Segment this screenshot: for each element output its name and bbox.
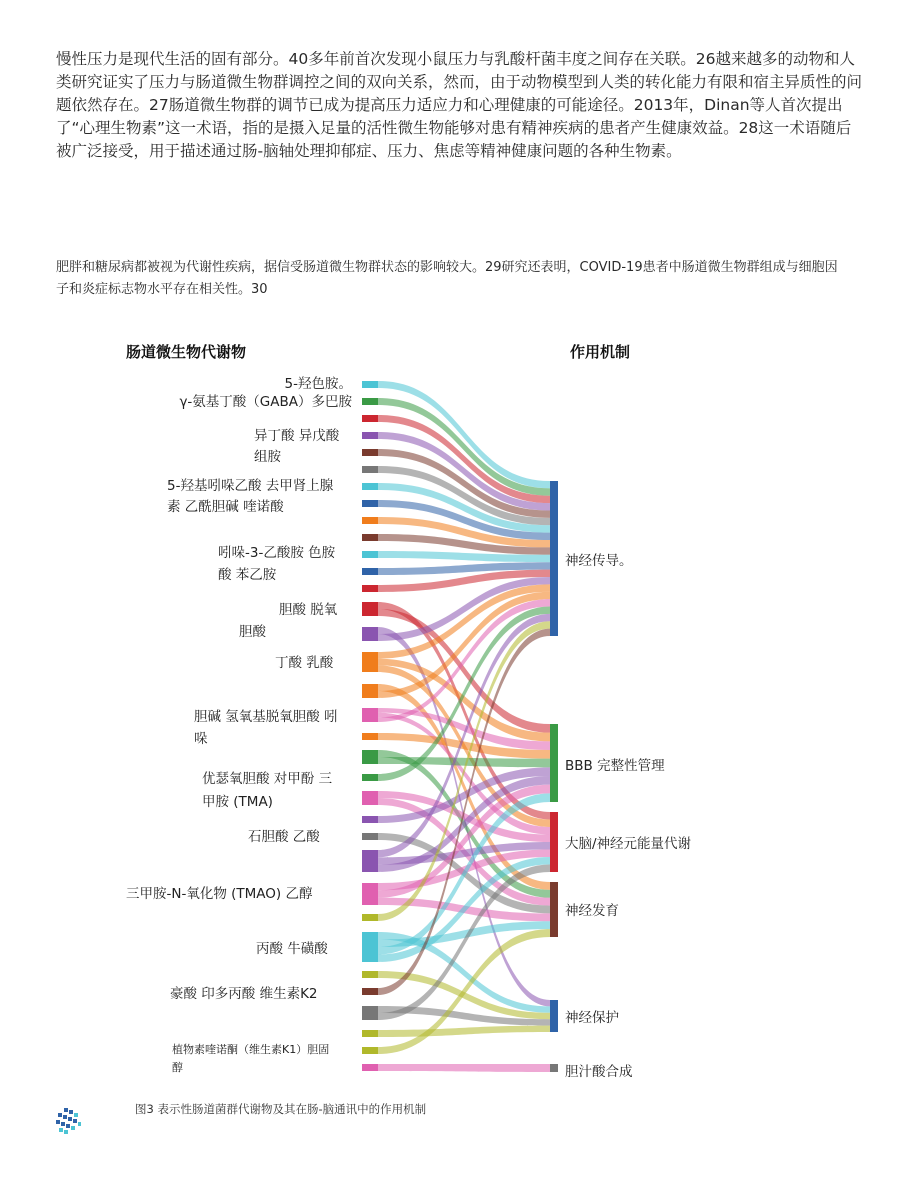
mechanism-node <box>550 724 558 802</box>
metabolite-node <box>362 627 378 641</box>
metabolite-label: 植物素喹诺酮（维生素K1）胆固 <box>172 1043 330 1056</box>
metabolite-node <box>362 517 378 524</box>
metabolite-label: 优瑟氧胆酸 对甲酚 三 <box>202 771 333 787</box>
metabolite-node <box>362 415 378 422</box>
metabolite-node <box>362 449 378 456</box>
figure-caption: 图3 表示性肠道菌群代谢物及其在肠-脑通讯中的作用机制 <box>135 1102 427 1116</box>
metabolite-node <box>362 914 378 921</box>
metabolite-node <box>362 381 378 388</box>
metabolite-node <box>362 1064 378 1071</box>
metabolite-label: 胆酸 脱氧 <box>279 602 338 618</box>
metabolite-label: 5-羟基吲哚乙酸 去甲肾上腺 <box>167 478 334 494</box>
left-column-title: 肠道微生物代谢物 <box>126 343 247 361</box>
metabolite-node <box>362 733 378 740</box>
metabolite-label: 丙酸 牛磺酸 <box>256 941 328 957</box>
metabolite-node <box>362 774 378 781</box>
metabolite-node <box>362 988 378 995</box>
metabolite-node <box>362 833 378 840</box>
mechanism-node <box>550 812 558 872</box>
paragraph-metabolic: 肥胖和糖尿病都被视为代谢性疾病，据信受肠道微生物群状态的影响较大。29研究还表明，COVID-19患者中肠道微生物群组成与细胞因子和炎症标志物水平存在相关性。30 <box>56 260 838 297</box>
metabolite-node <box>362 1047 378 1054</box>
metabolite-node <box>362 684 378 698</box>
metabolite-node <box>362 1030 378 1037</box>
metabolite-node <box>362 534 378 541</box>
sankey-flow <box>378 1064 550 1072</box>
metabolite-label: 组胺 <box>254 449 281 465</box>
mechanism-node <box>550 1000 558 1032</box>
metabolite-label: 醇 <box>172 1061 183 1074</box>
sankey-flow <box>378 1026 550 1037</box>
metabolite-node <box>362 1006 378 1020</box>
metabolite-node <box>362 652 378 672</box>
metabolite-label: 胆酸 <box>239 624 266 640</box>
metabolite-node <box>362 398 378 405</box>
metabolite-node <box>362 551 378 558</box>
metabolite-node <box>362 568 378 575</box>
metabolite-node <box>362 791 378 805</box>
publisher-logo-icon <box>54 1108 82 1136</box>
metabolite-label: 丁酸 乳酸 <box>275 655 334 671</box>
metabolite-label: 哚 <box>194 731 208 747</box>
right-column-title: 作用机制 <box>570 343 631 361</box>
mechanism-node <box>550 1064 558 1072</box>
metabolite-node <box>362 750 378 764</box>
paragraph-stress: 慢性压力是现代生活的固有部分。40多年前首次发现小鼠压力与乳酸杆菌丰度之间存在关联。26越来越多的动物和人类研究证实了压力与肠道微生物群调控之间的双向关系，然而，由于动物模型到人类的转化能力有限和宿主异质性的问题依然存在。27肠道微生物群的调节已成为提高压力适应力和心理健康的可能途径。2013年，Dinan等人首次提出了“心理生物素”这一术语，指的是摄入足量的活性微生物能够对患有精神疾病的患者产生健康效益。28这一术语随后被广泛接受，用于描述通过肠-脑轴处理抑郁症、压力、焦虑等精神健康问题的各种生物素。 <box>56 50 863 160</box>
metabolite-label: γ-氨基丁酸（GABA）多巴胺 <box>179 394 352 410</box>
metabolite-label: 5-羟色胺。 <box>284 376 352 392</box>
metabolite-node <box>362 932 378 962</box>
metabolite-node <box>362 708 378 722</box>
metabolite-node <box>362 432 378 439</box>
metabolite-label: 异丁酸 异戊酸 <box>254 428 340 444</box>
metabolite-label: 吲哚-3-乙酸胺 色胺 <box>218 545 336 561</box>
flow-group <box>362 381 558 1072</box>
mechanism-label-bile-acid: 胆汁酸合成 <box>565 1064 633 1080</box>
mechanism-node <box>550 882 558 937</box>
metabolite-label: 素 乙酰胆碱 喹诺酸 <box>167 499 284 515</box>
metabolite-node <box>362 466 378 473</box>
metabolite-label: 豪酸 印多丙酸 维生素K2 <box>170 986 318 1002</box>
metabolite-node <box>362 500 378 507</box>
mechanism-label-neurotransmission: 神经传导。 <box>565 553 633 569</box>
sankey-flow <box>378 757 550 767</box>
metabolite-node <box>362 585 378 592</box>
metabolite-node <box>362 816 378 823</box>
metabolite-label: 胆碱 氢氧基脱氧胆酸 吲 <box>194 709 338 725</box>
metabolite-node <box>362 883 378 905</box>
metabolite-node <box>362 971 378 978</box>
mechanism-label-neuroprotection: 神经保护 <box>565 1010 619 1026</box>
metabolite-label: 三甲胺-N-氧化物 (TMAO) 乙醇 <box>126 886 313 902</box>
mechanism-label-neurodevelopment: 神经发育 <box>565 903 619 919</box>
mechanism-node <box>550 481 558 636</box>
mechanism-label-bbb: BBB 完整性管理 <box>565 758 665 774</box>
metabolite-node <box>362 850 378 872</box>
metabolite-label: 甲胺 (TMA) <box>202 794 273 810</box>
metabolite-label: 酸 苯乙胺 <box>218 567 277 583</box>
metabolite-node <box>362 602 378 616</box>
mechanism-label-energy-metabolism: 大脑/神经元能量代谢 <box>565 836 692 852</box>
metabolite-node <box>362 483 378 490</box>
metabolite-label: 石胆酸 乙酸 <box>248 829 320 845</box>
